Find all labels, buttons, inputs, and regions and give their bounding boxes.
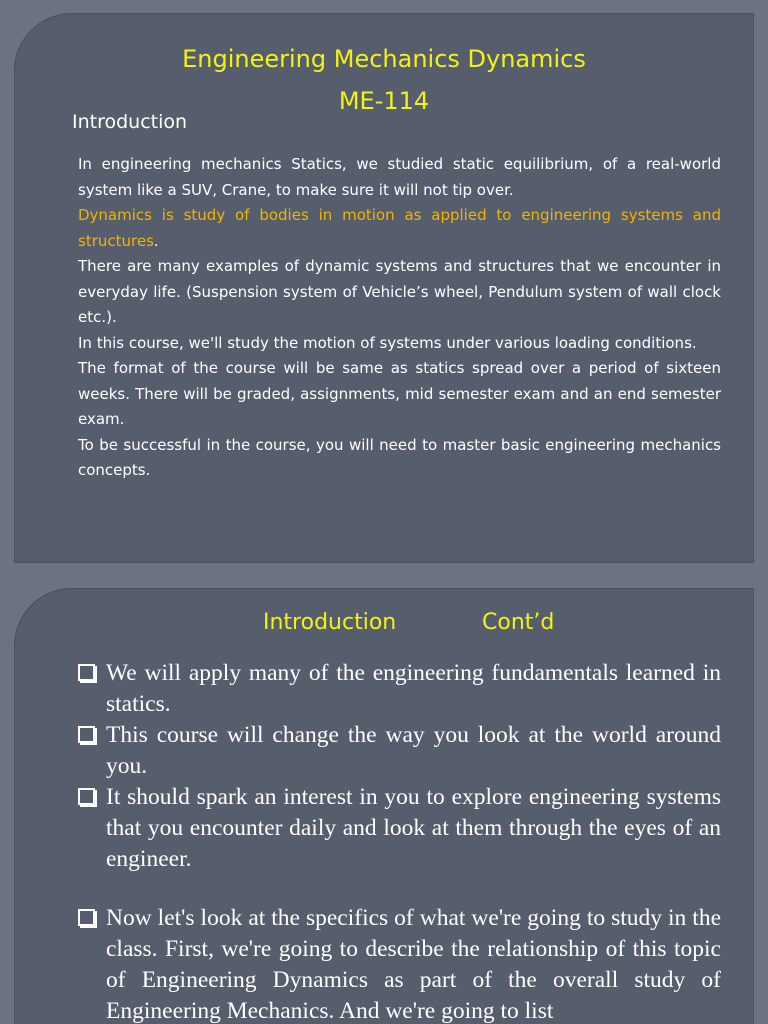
checkbox-bullet-icon <box>78 726 95 743</box>
paragraph-course-scope: In this course, we'll study the motion of systems under various loading conditions. <box>78 333 697 352</box>
paragraph-statics: In engineering mechanics Statics, we studied static equilibrium, of a real-world system like a SUV, Crane, to make sure it will not tip over. <box>78 155 721 199</box>
paragraph-success: To be successful in the course, you will need to master basic engineering mechanics concepts. <box>78 435 721 479</box>
course-code: ME-114 <box>338 87 430 115</box>
slide-introduction-contd <box>14 588 754 1024</box>
paragraph-examples: There are many examples of dynamic systems and structures that we encounter in everyday life. (Suspension system of Vehicle’s wheel, Pendulum system of wall clock etc.). <box>78 257 721 326</box>
intro-body <box>78 152 721 484</box>
checkbox-bullet-icon <box>78 664 95 681</box>
list-item <box>76 903 721 1024</box>
slide-introduction <box>14 13 754 563</box>
slide-title-contd: Cont’d <box>482 610 555 635</box>
bullet-list <box>76 658 721 1024</box>
list-item <box>76 782 721 875</box>
list-item-text: It should spark an interest in you to explore engineering systems that you encounter daily and look at them through the eyes of an engineer. <box>106 784 721 872</box>
list-item-text: This course will change the way you look at the world around you. <box>106 722 721 779</box>
highlighted-definition: Dynamics is study of bodies in motion as applied to engineering systems and structures <box>78 206 721 250</box>
slide-title: Introduction <box>263 610 397 635</box>
section-heading: Introduction <box>72 111 188 133</box>
definition-period: . <box>153 231 159 250</box>
slide-title: Engineering Mechanics Dynamics <box>182 45 586 73</box>
paragraph-course-format: The format of the course will be same as statics spread over a period of sixteen weeks. There will be graded, assignments, mid semester exam and an end semester exam. <box>78 359 721 428</box>
list-item <box>76 720 721 782</box>
list-item-text: Now let's look at the specifics of what we're going to study in the class. First, we're going to describe the relationship of this topic of Engineering Dynamics as part of the overall study of Engineering Mechanics. And we're going to list <box>106 905 721 1024</box>
list-item <box>76 658 721 720</box>
list-item-text: We will apply many of the engineering fundamentals learned in statics. <box>106 660 721 717</box>
checkbox-bullet-icon <box>78 788 95 805</box>
paragraph-dynamics-definition <box>78 203 721 254</box>
checkbox-bullet-icon <box>78 909 95 926</box>
